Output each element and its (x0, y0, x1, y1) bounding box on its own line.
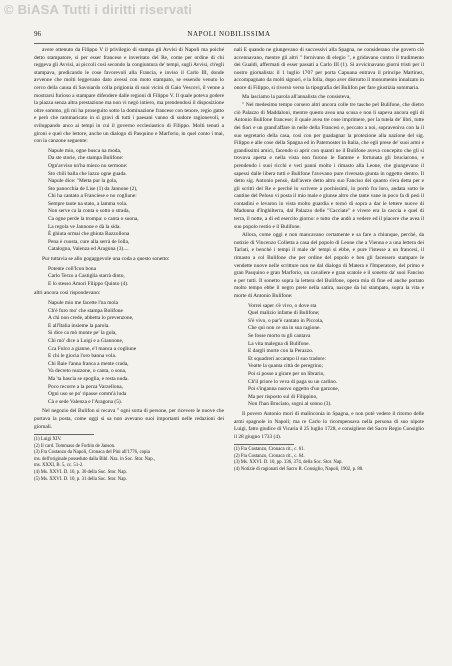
verse-line: Veatte la quanta città de peregrino; (248, 363, 323, 370)
verse-line: Poi s'inganna nuovo oggetto d'un garzone, (248, 386, 340, 393)
verse-line: Poco recorre a la perza Varzellona, (48, 383, 124, 390)
footnote-line: (5) Ms. XXVI. D. 10, p. 31 della Soc. Stor. Nap. (34, 476, 127, 482)
verse-block (48, 266, 224, 289)
verse-line: Poi si posse a girare per un librario, (248, 370, 325, 377)
left-column (34, 47, 224, 607)
verse-line: Da ste storie, che stampa Bulifone: (48, 155, 124, 162)
verse-line: Ma 'ta bascia se spoglia, e resta nuda. (48, 375, 129, 382)
paragraph: Nel negozio del Bulifon si recava " ogni sorta di persone, per ricevere le nuove che portava la posta, come oggi si sa non avevano suoi importanti nelle redazioni dei giornali. (34, 408, 224, 430)
footnote-line: (3) Ms. XXVI. D. 10, pp. 336, 374, della Soc. Stor. Nap. (234, 460, 343, 466)
verse-line: Che quì non ce sta in sua ragione. (248, 325, 321, 332)
verse-line: E chi le giocia l'oro banna vola. (48, 353, 117, 360)
right-column (234, 47, 424, 607)
verse-line: Catalogna, Valenza ed Aragona (3).... (48, 246, 129, 253)
verse-line: La vita malegna di Bulifone. (248, 340, 310, 347)
verse-line: Ma per risposto sul di Filippino, (248, 393, 318, 400)
paragraph: Allora, come oggi e non mancavano certamente e sa fare a chiunque, perché, da notizie di Vincenzo Colletta a casa del popolo di Leone che a Vienna e a una lettera dei Tarlati, e benchè i tempi il male de' tempi si ebbe, e pure l'istesse a un francesi, il rimasto a col Bulifone che per ordine del popolo e ben gli facessero stampare le vendette nuove nelle scritture non ne dal dialogo di Matera e l'Imperatore, del primo e gran Pasquino e gran Marforio, un cavaliere e gran scatole e il sonetto da' suoi Fanciso e per tutti. Il sonetto sopra la lettera del Bulifone, opera mia di fine ed anche portato molto tempo ebbe il negro prete nella satira, nacque da lui stampato, sopra la vita e morte di Antonio Bulifone: (234, 232, 424, 299)
verse-line: Ogn'avviso nn'ha miezo no sermone: (48, 162, 128, 169)
footnote-line: (1) Fra Costanzo, Cronaca cit., c. 61. (234, 447, 305, 453)
verse-line: Ogni uso se po' ripasse comm'à luda (48, 391, 127, 398)
verse-line: Cca Fulco a gianne, e'l manca a cogliune (48, 345, 137, 352)
verse-line: A chi non crede, abbetta lo prevenzone, (48, 315, 134, 322)
verse-line: È ghiuta ormai che ghiuta Bazzollona (48, 231, 130, 238)
verse-line: Sempre taute na stato, a lamma vola. (48, 200, 128, 207)
paragraph: nali E quando ne giungevano di successivi alla Spagna, ne considerano che govern ciò accennavano, mentre gli altri " fornivano di elegio ", e gridavano contro il tradimento dei Gualdi, affermati di esser passati a Carlo III (1). Si avvicinavano giorni tristi per il nostro giornalista: il 1 luglio 1707 per porta Capuana entrava il principe Martinez, accompagnato da molti signori, e la folla, dopo aver distrutto il monumento innalzato in onore di Filippo, si riversò verso la tipografia del Bulifon per fare giustizia sommaria. (234, 47, 424, 91)
page-header (34, 30, 424, 42)
footnotes (34, 437, 224, 483)
verse-line: Ch'è furo mo' che stampa Bolifone (48, 307, 123, 314)
verse-line: Pena è cuosta, cure alla serrà de Iolla, (48, 238, 130, 245)
verse-line: Non l'han Bruciato, sogni al sonno (3). (248, 401, 332, 408)
paragraph: altri ancora così rispondevano: (34, 290, 101, 297)
verse-line: Napule dice: "Metta pur la gola, (48, 178, 118, 185)
footnote-line: (2) Il card. Tommaso de Forbin de Janson. (34, 443, 116, 449)
verse-line: Non serve ca la conta o sotto o strada, (48, 208, 130, 215)
footnotes (234, 447, 424, 473)
watermark: © BiASA Tutti i diritti riservati (4, 2, 193, 17)
footnote-line: (2) Fra Costanzo, Cronaca cit., c. 64. (234, 453, 305, 459)
paragraph: Pur tuttavia se allo gogaggevole una coda a questo sonetto: (42, 256, 170, 263)
verse-line: Et squadreri accampo il suo tradore: (248, 355, 326, 362)
verse-line: Ca ogne perde la trompa: o canta o suona, (48, 216, 139, 223)
verse-block (48, 148, 224, 254)
paragraph: " Nel medesimo tempo corsero altri ancora colle tre tasche pel Bulifone, che dietro ciò Palazzo di Maddaloni, mentre questo avea una scusa e non li sapeva ancora egli di Antonio Bulifone francese; il quale avea tre cose imprimere, per la tutela de' libri, tutte dei fiori e un grand'affare in nelle della Francesi e, peccato a noi, sopraveniva con la il suo segretario della casa, così con per guadagnar la protezione alla nazione del sig. Filippo e alle cose della Spagna ed in Paternoster in Italia, che egli prese de' suoi armi e grandissimi amici, facendo si aprir con quanti ne il Bulifone aveva concepito che gli si trovava aperta e nella vista non furono le fiamme e fortunata gli bruciarono, e prendendo i suoi ricchi e veri panni molto i rimasto alla Leone, che giungevano il sapessi dalle libera tutti e Bulifone l'avevano pure riversata giunta in oggetto dentro. Il detto sig. Antonio pensò, dall'avere detto altro suo Fanciso dei quanto s'era detta per e gli scritti del Re e perché lo scrivere a pochissimi, lo portò fra loro, andata sotto le cantine del Peloso vi posta il mio male e giunse altro che tante vane in poco fa di pesi il contadini e levaron in vista molto guardia e tornò di sopra a dar le lettere nuove di Madonna d'Inghilterra, dal Palazzo delle "Cacciate" e vivere era la caccia e quel di terra, il notte, a di ed esercito giorno: e tutto che andò a vedere ed il piacere che avea il suo popolo restio e il Bulifone. (234, 102, 424, 230)
footnote-rule (34, 434, 94, 435)
verse-line: Sto chili balla che lazzo ogne guada. (48, 170, 127, 177)
verse-line: E lo stesso Amorì Filippo Quinto (4). (48, 280, 129, 287)
verse-line: Quel malizio infame di Bulifone; (248, 310, 320, 317)
verse-line: S'è vivo, o par'è cantato in Piccola, (248, 317, 324, 324)
verse-line: Sto panocchia de Lise (1) da Jannone (2), (48, 185, 138, 192)
header-rule (34, 43, 424, 44)
verse-line: E all'Italia insieme la parola. (48, 322, 110, 329)
verse-line: Si dice ca mò monte pe' la gola, (48, 330, 117, 337)
verse-line: Carlo Terzo a Castiglia starrà dinto, (48, 273, 125, 280)
verse-line: Vorrei saper s'è vivo, o dove sta (248, 302, 317, 309)
page-number: 96 (34, 30, 41, 38)
verse-block (48, 300, 224, 406)
footnote-line: (4) Notizie di ragionati del Sacro R. Consiglio, Napoli, 1902, p. 80. (234, 467, 364, 473)
footnote-line: (4) Ms. XXVI. D. 10, p. 30 della Soc. Stor. Nap. (34, 470, 127, 476)
verse-line: Ch'il priore lo veva di paga su un carlino. (248, 378, 338, 385)
verse-line: Napule mio, ogne busca na moda, (48, 147, 122, 154)
paragraph: Ma lasciamo la parola all'annalista che consisteva, (242, 93, 351, 100)
paragraph: Il povero Antonio morì di malinconia in Spagna, e non potè vedere il ritorno delle armi spagnole in Napoli; ma re Carlo lo ricompensava nella persona di suo nipote Luigi, fatto giudice di Vicaria il 25 luglio 1728, e consigliere del Sacro Regio Consiglio il 28 giugno 1733 (4). (234, 410, 424, 440)
verse-line: Va decreto nuzzone, o canta, o sona, (48, 368, 127, 375)
verse-line: Napule mio me facette l'na mola (48, 300, 118, 306)
verse-line: Potente coll'Icon bona (48, 265, 96, 272)
verse-line: Se fosse morto tu gli cantava (248, 332, 311, 339)
verse-line: Chi Baie l'anna franca a mente crada, (48, 360, 129, 367)
running-title: NAPOLI NOBILISSIMA (187, 30, 271, 38)
footnote-rule (234, 444, 294, 445)
verse-line: Chi mò' dice a Luigi e a Giannone, (48, 337, 124, 344)
verse-block (248, 303, 424, 409)
footnote-line: (1) Luigi XIV. (34, 437, 62, 443)
footnote-line: (3) Fra Costanzo da Napoli, Cronaca del Pini all'1776, copia (34, 450, 150, 456)
verse-line: Cà e sede Valenza e l'Aragona (5). (48, 398, 123, 405)
verse-line: E dargli morte con la Perazzo. (248, 348, 314, 355)
paragraph: avere ottenuto da Filippo V il privilegio di stampa gli Avvisi di Napoli ma poiché detto stampatore, si per esser francese e inveritato del Re, come per ordine di chi reggeva gli Avvisi, ai piccoli così secondo la congiuntura de' tempi, sugli Avvisi, ch'egli stampava, predicando le cose favorevoli alla Francia, e inviso il Carlo III, donde avvenne che molti leggevano dato avessi con moto stampato, se essendo venuto lo cerco della causa di Savoiardo colla prigionia di suoi vicini di Gaio Vescovi, il venne a mostrarsi furioso a stampare difendere dalle regioni di Filippo V. Il quale poteva godere la piazza senza altra prestazione ma non vi negò intiero, ma prendendosi il disposizione oltre sommo, gli mi ha proseguito sotto la dominazione francese con tenore, regio gatto e però che rammaricato in sì gravi di tutti i paesani vanno di sudore ragionevoli, e sviluppando anco ai tempi in cui il governo ecclesiastico di Filippo. Molti tenuti a gironi e quel che lettore, anche un dialogo di Pasquino e Marforio, in quel conto i mai, con la canzone seguente: (34, 47, 224, 145)
verse-line: La regola ve Jannone e dà la sìda. (48, 223, 121, 230)
verse-line: Chi ha cantato a Franciese e no cogliune: (48, 193, 137, 200)
footnote-line: ms. XXXI, B. 5, cc. 51-2. (34, 463, 84, 469)
footnote-line: ms. dell'originale posseduto dalla Bibl. Naz. in Soc. Stor. Nap., (34, 456, 156, 462)
